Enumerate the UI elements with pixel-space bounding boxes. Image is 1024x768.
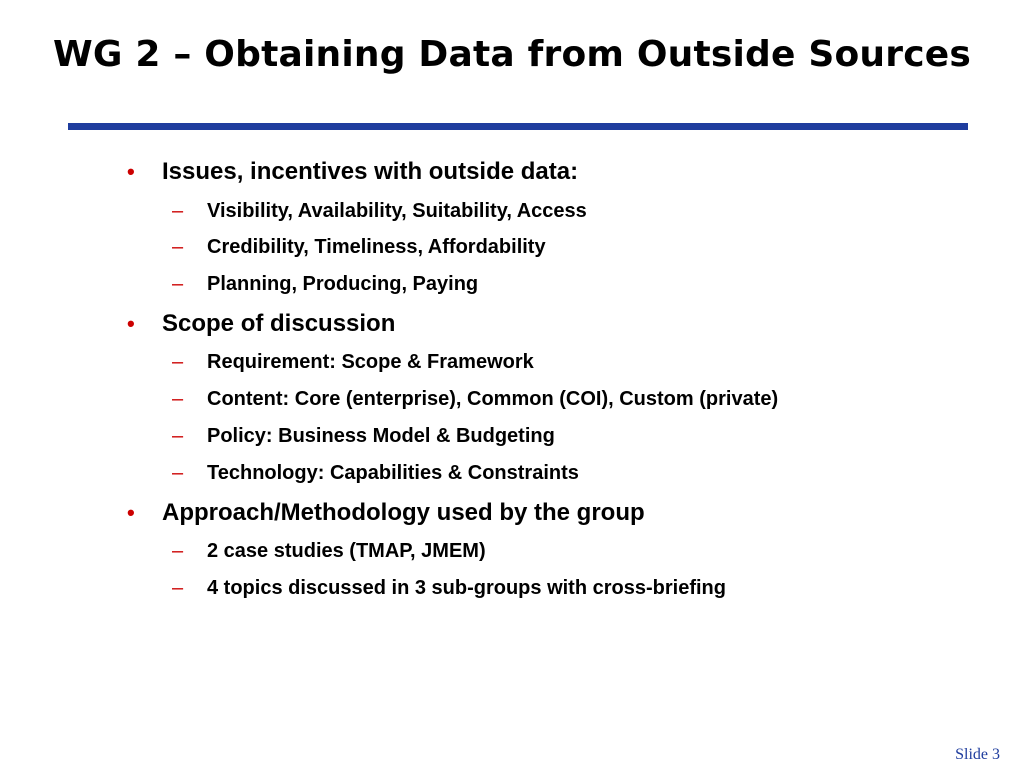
dash-marker: – [172, 388, 184, 410]
sub-bullet-text: Policy: Business Model & Budgeting [207, 425, 555, 447]
dash-marker: – [172, 236, 184, 258]
bullet-item [127, 158, 579, 186]
bullet-marker: • [127, 159, 135, 184]
sub-bullet-text: Visibility, Availability, Suitability, Access [207, 200, 587, 222]
sub-bullet-text: 2 case studies (TMAP, JMEM) [207, 540, 486, 562]
dash-marker: – [172, 425, 184, 447]
sub-bullet-text: Requirement: Scope & Framework [207, 351, 534, 373]
sub-bullet-item [172, 576, 726, 600]
sub-bullet-item [172, 272, 479, 296]
slide-number: Slide 3 [955, 746, 1000, 763]
bullet-marker: • [127, 311, 135, 336]
bullet-marker: • [127, 500, 135, 525]
sub-bullet-item [172, 235, 546, 259]
slide-title: WG 2 – Obtaining Data from Outside Sources [53, 34, 971, 75]
sub-bullet-item [172, 461, 579, 485]
bullet-text: Approach/Methodology used by the group [162, 499, 645, 526]
dash-marker: – [172, 577, 184, 599]
sub-bullet-item [172, 539, 486, 563]
sub-bullet-text: Credibility, Timeliness, Affordability [207, 236, 546, 258]
dash-marker: – [172, 462, 184, 484]
dash-marker: – [172, 200, 184, 222]
dash-marker: – [172, 273, 184, 295]
bullet-text: Scope of discussion [162, 310, 396, 337]
sub-bullet-item [172, 387, 779, 411]
sub-bullet-item [172, 350, 534, 374]
dash-marker: – [172, 540, 184, 562]
bullet-item [127, 310, 396, 338]
sub-bullet-text: Planning, Producing, Paying [207, 273, 479, 295]
sub-bullet-text: Technology: Capabilities & Constraints [207, 462, 579, 484]
sub-bullet-text: Content: Core (enterprise), Common (COI), Custom (private) [207, 388, 779, 410]
dash-marker: – [172, 351, 184, 373]
sub-bullet-text: 4 topics discussed in 3 sub-groups with cross-briefing [207, 577, 726, 599]
sub-bullet-item [172, 199, 587, 223]
bullet-text: Issues, incentives with outside data: [162, 158, 579, 185]
bullet-item [127, 499, 645, 527]
sub-bullet-item [172, 424, 555, 448]
